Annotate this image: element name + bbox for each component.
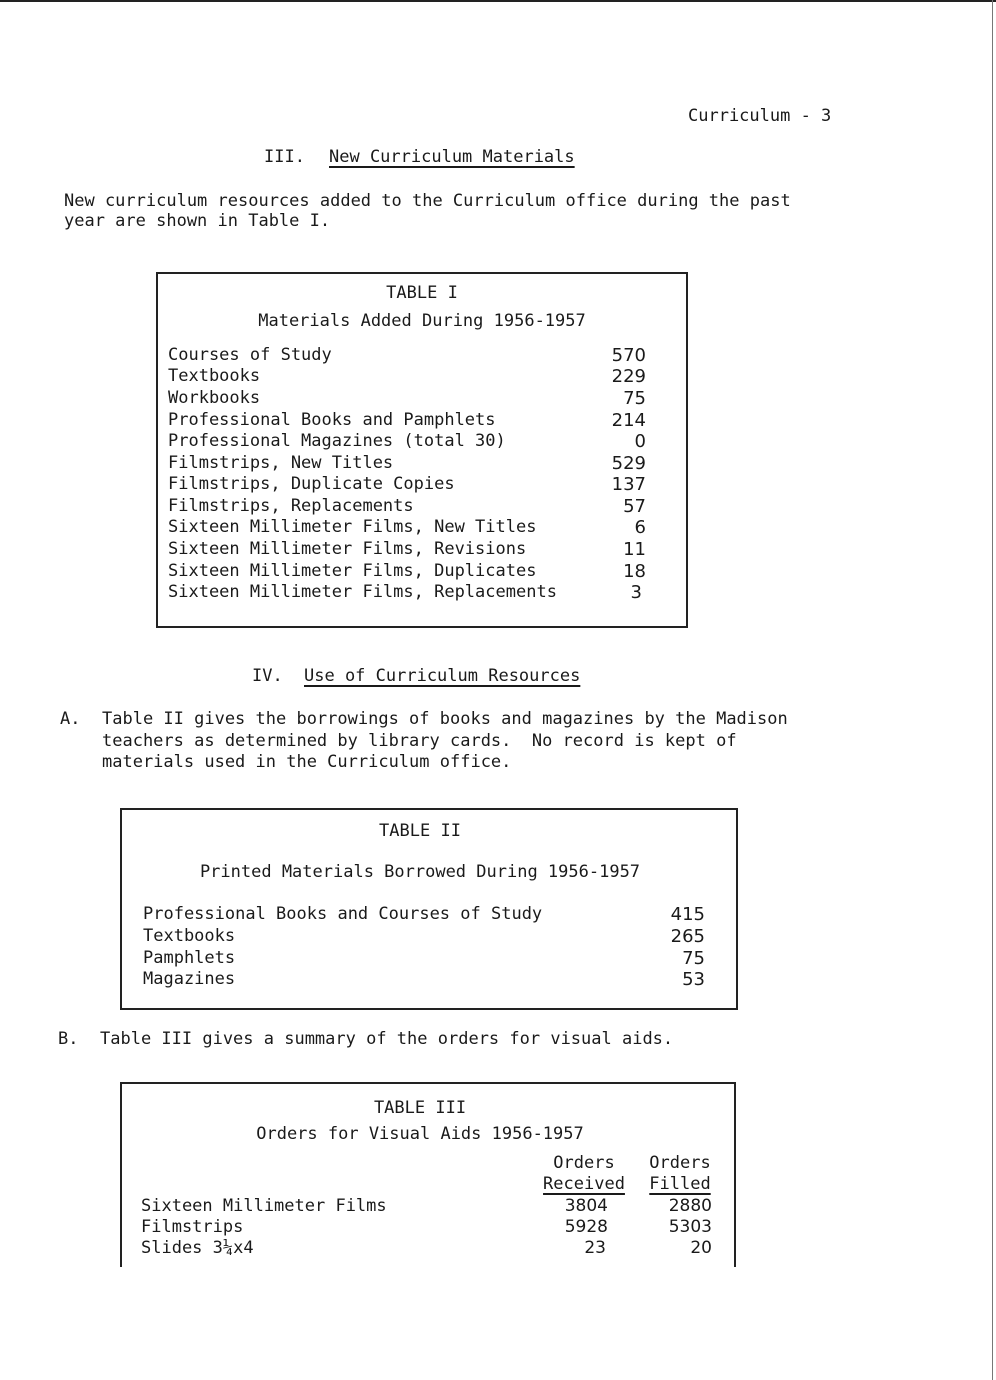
section-3-paragraph-line-2: year are shown in Table I. [64,211,331,231]
table-1-row-item: Textbooks [168,366,261,386]
table-1-row-value: 570 [611,345,646,366]
table-3-col-received-line-1: Orders [553,1153,615,1173]
table-3-col-filled-line-1: Orders [649,1153,711,1173]
table-1-row-value: 18 [623,561,646,582]
page-edge-right [992,0,993,1380]
table-3-row-filled: 5303 [668,1217,712,1237]
table-3-row-filled: 2880 [668,1196,712,1216]
table-3-row-item: Sixteen Millimeter Films [141,1196,387,1216]
item-b-text: Table III gives a summary of the orders for visual aids. [100,1029,674,1049]
table-3-row-received: 3804 [564,1196,608,1216]
table-2-caption: Printed Materials Borrowed During 1956-1957 [199,862,641,882]
table-3-frame-top [120,1082,736,1084]
table-1-row-value: 229 [611,366,646,387]
table-2-row-item: Pamphlets [143,948,236,968]
item-b-label: B. [58,1029,79,1049]
table-1-row-item: Courses of Study [168,345,332,365]
table-2-row-value: 415 [670,904,705,925]
section-4-number: IV. [252,666,283,686]
table-1-row-value: 57 [623,496,646,517]
section-3-title: New Curriculum Materials [329,147,575,167]
table-3-caption: Orders for Visual Aids 1956-1957 [256,1124,584,1144]
table-3-col-received-line-2: Received [543,1174,625,1194]
table-3-row-filled: 20 [690,1238,712,1258]
table-1-label: TABLE I [386,283,458,303]
table-2-row-item: Magazines [143,969,236,989]
item-a-line-1: Table II gives the borrowings of books and magazines by the Madison [102,709,788,729]
table-2-row-value: 53 [682,969,705,990]
table-1-row-item: Filmstrips, New Titles [168,453,394,473]
table-3-frame-right [734,1082,736,1267]
table-3-row-item: Filmstrips [141,1217,244,1237]
item-a-line-3: materials used in the Curriculum office. [102,752,512,772]
table-2-label: TABLE II [379,821,461,841]
table-1-row-value: 0 [634,431,646,452]
table-1-row-value: 214 [611,410,646,431]
table-3-row-received: 5928 [564,1217,608,1237]
table-1-row-item: Sixteen Millimeter Films, Replacements [168,582,557,602]
table-3-row-item: Slides 3¼x4 [141,1238,254,1258]
table-1-row-value: 6 [634,517,646,538]
section-3-paragraph-line-1: New curriculum resources added to the Curriculum office during the past [64,191,791,211]
table-1-row-value: 529 [611,453,646,474]
table-2-row-item: Textbooks [143,926,236,946]
table-1-row-item: Sixteen Millimeter Films, Revisions [168,539,527,559]
page-edge-top [0,0,996,2]
table-3-row-received: 23 [584,1238,606,1258]
item-a-line-2: teachers as determined by library cards. No record is kept of [102,731,737,751]
table-1-row-value: 75 [623,388,646,409]
table-1-row-value: 3 [630,582,642,603]
table-1-row-item: Filmstrips, Replacements [168,496,414,516]
table-1-row-item: Professional Magazines (total 30) [168,431,506,451]
table-2-row-value: 75 [682,948,705,969]
table-1-row-item: Sixteen Millimeter Films, New Titles [168,517,537,537]
table-2-row-value: 265 [670,926,705,947]
running-head: Curriculum - 3 [688,106,832,126]
table-3-label: TABLE III [373,1098,467,1118]
section-3-number: III. [264,147,305,167]
table-1-row-value: 137 [611,474,646,495]
table-1-row-item: Filmstrips, Duplicate Copies [168,474,455,494]
table-3-col-filled-line-2: Filled [649,1174,711,1194]
section-4-title: Use of Curriculum Resources [304,666,581,686]
table-1-row-value: 11 [623,539,646,560]
table-1-caption: Materials Added During 1956-1957 [258,311,586,331]
item-a-label: A. [60,709,81,729]
table-2-row-item: Professional Books and Courses of Study [143,904,543,924]
table-1-row-item: Professional Books and Pamphlets [168,410,496,430]
table-1-row-item: Workbooks [168,388,261,408]
table-1-row-item: Sixteen Millimeter Films, Duplicates [168,561,537,581]
